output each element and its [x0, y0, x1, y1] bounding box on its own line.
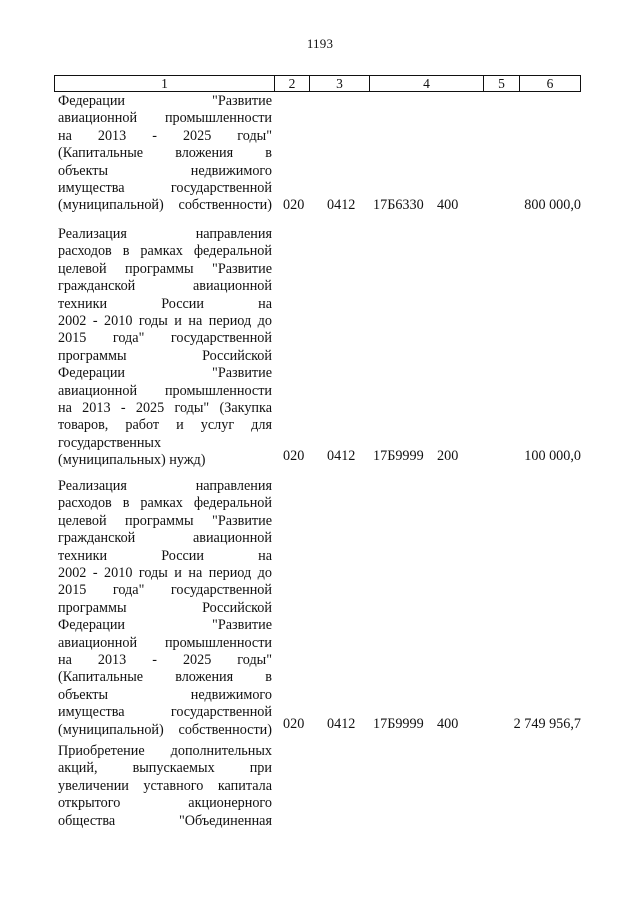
- page-number: 1193: [306, 36, 334, 51]
- description-line: на 2013 - 2025 годы": [58, 127, 272, 144]
- cell-target-article: 17Б9999: [373, 716, 424, 732]
- description-line: 2015 года" государственной: [58, 582, 272, 599]
- table-row-description: [58, 226, 272, 470]
- cell-amount: 100 000,0: [524, 448, 581, 464]
- description-line: объекты недвижимого: [58, 686, 272, 703]
- description-line: общества "Объединенная: [58, 812, 272, 829]
- description-line: открытого акционерного: [58, 795, 272, 812]
- description-line: Реализация направления: [58, 226, 272, 242]
- description-line: Федерации "Развитие: [58, 93, 272, 109]
- description-line: программы Российской: [58, 599, 272, 616]
- description-line: объекты недвижимого: [58, 162, 272, 179]
- column-header-1: 1: [161, 76, 168, 91]
- description-line: (муниципальной) собственности): [58, 197, 272, 214]
- description-line: Федерации "Развитие: [58, 617, 272, 634]
- description-line: расходов в рамках федеральной: [58, 243, 272, 260]
- cell-amount: 800 000,0: [524, 197, 581, 213]
- description-line: 2015 года" государственной: [58, 330, 272, 347]
- description-line: гражданской авиационной: [58, 530, 272, 547]
- description-line: Федерации "Развитие: [58, 365, 272, 382]
- cell-section-code: 0412: [327, 197, 356, 213]
- column-header-5: 5: [483, 76, 519, 91]
- description-line: имущества государственной: [58, 704, 272, 721]
- table-column-header: [54, 75, 581, 92]
- cell-amount: 2 749 956,7: [513, 716, 581, 732]
- table-row-description: [58, 93, 272, 215]
- description-line: Приобретение дополнительных: [58, 743, 272, 759]
- description-line: (Капитальные вложения в: [58, 669, 272, 686]
- description-line: на 2013 - 2025 годы": [58, 652, 272, 669]
- description-line: увеличении уставного капитала: [58, 777, 272, 794]
- description-line: техники России на: [58, 547, 272, 564]
- description-line: государственных: [58, 434, 162, 451]
- cell-expense-type: 400: [437, 716, 459, 732]
- description-line: целевой программы "Развитие: [58, 260, 272, 277]
- description-line: имущества государственной: [58, 180, 272, 197]
- cell-ministry-code: 020: [283, 197, 305, 213]
- description-line: на 2013 - 2025 годы" (Закупка: [58, 400, 272, 417]
- description-line: целевой программы "Развитие: [58, 512, 272, 529]
- description-line: 2002 - 2010 годы и на период до: [58, 313, 272, 330]
- description-line: техники России на: [58, 295, 272, 312]
- cell-target-article: 17Б6330: [373, 197, 424, 213]
- column-header-2: 2: [274, 76, 309, 91]
- description-line: гражданской авиационной: [58, 278, 272, 295]
- cell-expense-type: 200: [437, 448, 459, 464]
- description-line: акций, выпускаемых при: [58, 760, 272, 777]
- description-line: авиационной промышленности: [58, 382, 272, 399]
- description-line: авиационной промышленности: [58, 110, 272, 127]
- column-header-3: 3: [309, 76, 369, 91]
- description-line: расходов в рамках федеральной: [58, 495, 272, 512]
- description-line: программы Российской: [58, 347, 272, 364]
- description-line: 2002 - 2010 годы и на период до: [58, 565, 272, 582]
- cell-section-code: 0412: [327, 716, 356, 732]
- description-line: авиационной промышленности: [58, 634, 272, 651]
- cell-target-article: 17Б9999: [373, 448, 424, 464]
- description-line: товаров, работ и услуг для: [58, 417, 272, 434]
- description-line: (муниципальной) собственности): [58, 721, 272, 738]
- description-line: Реализация направления: [58, 478, 272, 494]
- cell-ministry-code: 020: [283, 716, 305, 732]
- column-header-6: 6: [519, 76, 580, 91]
- table-row-description: [58, 743, 272, 830]
- cell-ministry-code: 020: [283, 448, 305, 464]
- description-line: (муниципальных) нужд): [58, 452, 206, 469]
- column-header-4: 4: [369, 76, 483, 91]
- cell-expense-type: 400: [437, 197, 459, 213]
- description-line: (Капитальные вложения в: [58, 145, 272, 162]
- cell-section-code: 0412: [327, 448, 356, 464]
- table-row-description: [58, 478, 272, 739]
